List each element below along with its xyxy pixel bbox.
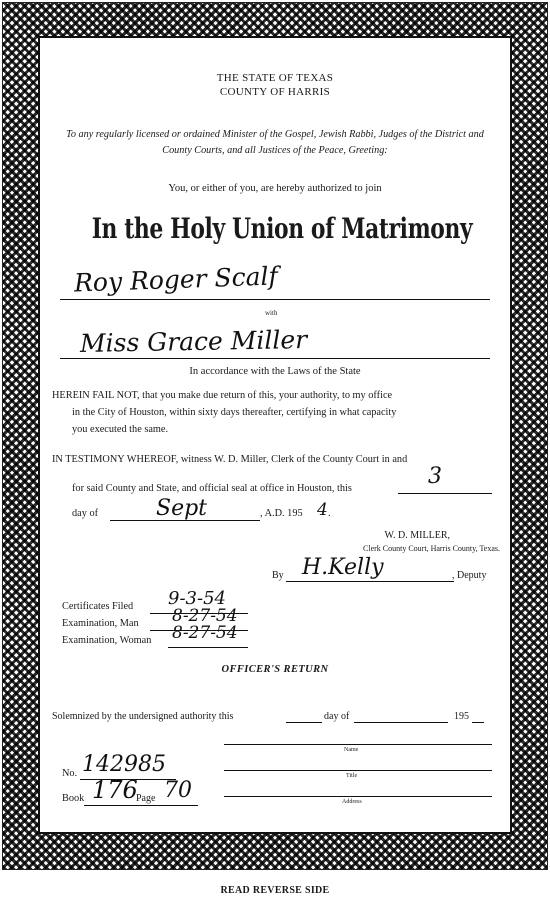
herein-paragraph	[52, 387, 497, 438]
certificates-filed-label: Certificates Filed	[62, 601, 134, 612]
read-reverse-side: READ REVERSE SIDE	[220, 885, 330, 896]
exam-man-value: 8-27-54	[172, 606, 238, 626]
by-label: By	[272, 570, 284, 581]
certificates-filed-value: 9-3-54	[168, 588, 226, 609]
deputy-signature: H.Kelly	[302, 555, 384, 580]
record-book-line	[84, 805, 198, 806]
solemnized-prefix: Solemnized by the undersigned authority this	[52, 711, 234, 722]
herein-line-3: you executed the same.	[72, 424, 169, 435]
matrimony-headline: In the Holy Union of Matrimony	[91, 212, 473, 245]
record-page-label: Page	[136, 793, 156, 804]
county-heading: COUNTY OF HARRIS	[219, 86, 331, 98]
signature-address-label: Address	[342, 799, 362, 805]
solemnized-year-line	[472, 722, 484, 723]
herein-line-1: HEREIN FAIL NOT, that you make due return of this, your authority, to my office	[52, 390, 393, 401]
month-line	[110, 520, 260, 521]
day-number-line	[398, 493, 492, 494]
record-book-value: 176	[92, 776, 138, 804]
solemnized-day-line	[286, 722, 322, 723]
license-document	[40, 38, 510, 832]
bride-line	[60, 358, 490, 359]
clerk-title: Clerk County Court, Harris County, Texas.	[363, 544, 500, 553]
month-value: Sept	[156, 496, 208, 521]
signature-name-label: Name	[344, 747, 359, 753]
testimony-line-1: IN TESTIMONY WHEREOF, witness W. D. Miller, Clerk of the County Court in and	[52, 454, 408, 465]
deputy-label: , Deputy	[452, 570, 487, 581]
record-no-label: No.	[62, 768, 78, 779]
herein-line-2: in the City of Houston, within sixty days thereafter, certifying in what capacity	[72, 407, 397, 418]
exam-woman-value: 8-27-54	[172, 623, 238, 643]
exam-woman-label: Examination, Woman	[62, 635, 152, 646]
clerk-name: W. D. MILLER,	[384, 530, 450, 541]
testimony-line-2: for said County and State, and official seal at office in Houston, this	[72, 483, 352, 494]
day-of-label: day of	[72, 508, 99, 519]
authorized-text: You, or either of you, are hereby authorized to join	[168, 183, 382, 194]
signature-title-label: Title	[346, 773, 358, 779]
state-heading: THE STATE OF TEXAS	[216, 72, 334, 84]
bride-name: Miss Grace Miller	[79, 325, 308, 358]
ad-period: .	[328, 508, 331, 519]
year-digit: 4	[317, 500, 328, 520]
signature-title-line	[224, 770, 492, 771]
exam-man-label: Examination, Man	[62, 618, 139, 629]
officers-return-heading: OFFICER'S RETURN	[221, 664, 329, 675]
solemnized-month-line	[354, 722, 448, 723]
solemnized-day-of: day of	[324, 711, 350, 722]
day-number: 3	[428, 464, 442, 489]
laws-text: In accordance with the Laws of the State	[189, 366, 361, 377]
groom-name: Roy Roger Scalf	[73, 261, 279, 298]
signature-name-line	[224, 744, 492, 745]
with-label: with	[265, 309, 278, 317]
exam-woman-line	[168, 647, 248, 648]
record-no-value: 142985	[82, 752, 166, 777]
record-book-label: Book	[62, 793, 85, 804]
record-page-value: 70	[164, 778, 192, 803]
deputy-line	[286, 581, 454, 582]
groom-line	[60, 299, 490, 300]
signature-address-line	[224, 796, 492, 797]
ad-label: , A.D. 195	[260, 508, 303, 519]
solemnized-year-prefix: 195	[454, 711, 469, 722]
greeting-text: To any regularly licensed or ordained Minister of the Gospel, Jewish Rabbi, Judges of the District and County Courts, and all Justices of the Peace, Greeting:	[66, 129, 484, 156]
